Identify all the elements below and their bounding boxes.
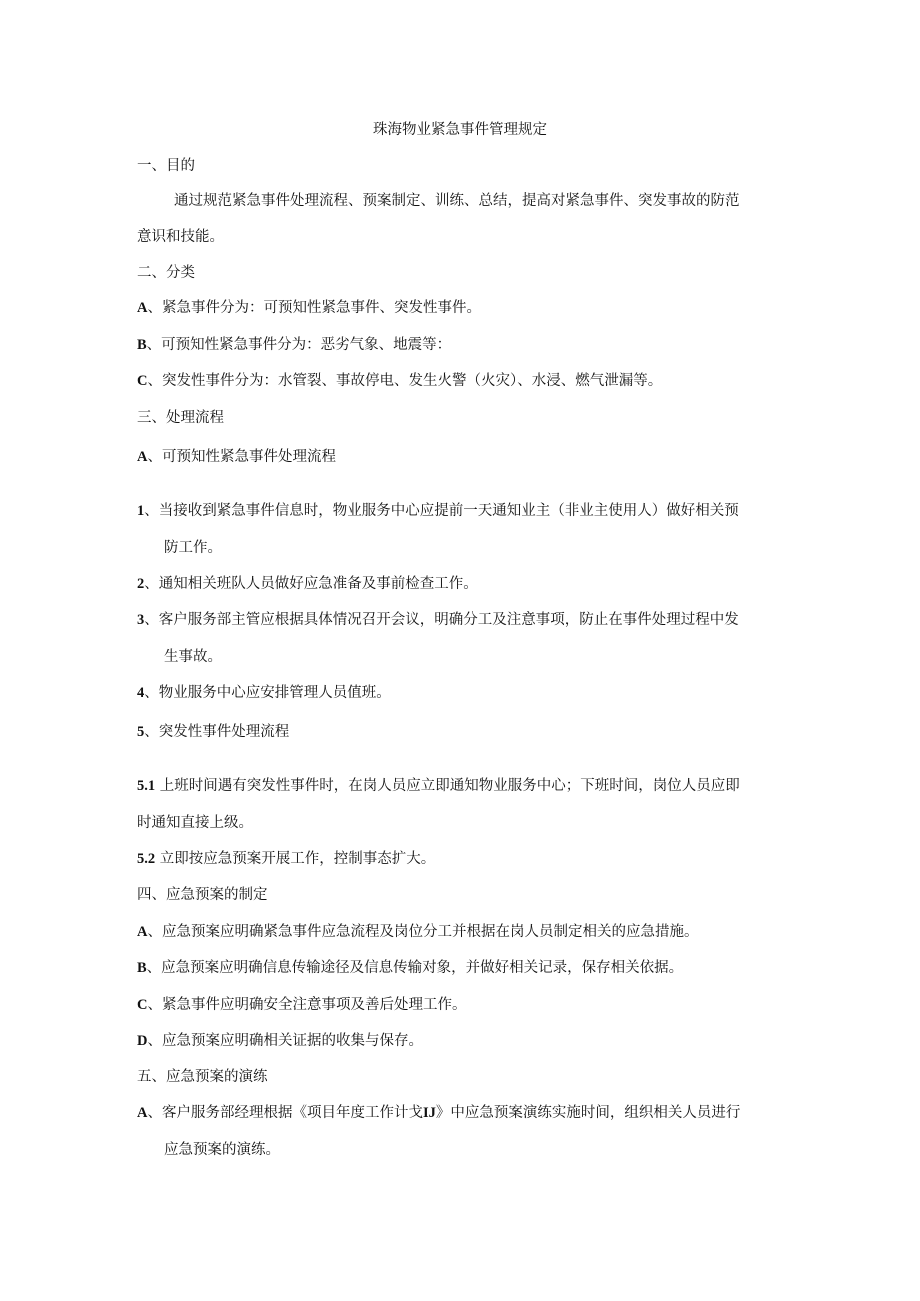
item-text-ij: IJ [422,1105,436,1121]
item-text: 、客户服务部主管应根据具体情况召开会议，明确分工及注意事项，防止在事件处理过程中发 [144,612,739,628]
item-marker: A [137,1105,148,1121]
classification-item-b [137,336,451,354]
item-text: 、当接收到紧急事件信息时，物业服务中心应提前一天通知业主（非业主使用人）做好相关预 [144,503,739,519]
item-text: 、物业服务中心应安排管理人员值班。 [144,685,391,701]
item-text: 、应急预案应明确相关证据的收集与保存。 [147,1033,423,1049]
document-title: 珠海物业紧急事件管理规定 [373,122,547,138]
section-heading-purpose: 一、目的 [137,158,195,174]
item-text: 、应急预案应明确紧急事件应急流程及岗位分工并根据在岗人员制定相关的应急措施。 [147,924,699,940]
item-text: 、突发性事件处理流程 [144,724,290,740]
item-text: 、通知相关班队人员做好应急准备及事前检查工作。 [144,576,478,592]
item-text: 、应急预案应明确信息传输途径及信息传输对象，并做好相关记录，保存相关依据。 [146,960,684,976]
process-step-4 [137,684,391,702]
plan-item-c [137,996,466,1014]
section-heading-plan-formulation: 四、应急预案的制定 [137,887,268,903]
item-marker: A [137,300,148,316]
purpose-paragraph-line-1: 通过规范紧急事件处理流程、预案制定、训练、总结，提高对紧急事件、突发事故的防范 [174,193,740,209]
process-item-a [137,448,336,466]
item-marker: 5 [137,724,145,740]
process-step-5-2 [137,850,435,868]
item-marker: C [137,373,148,389]
section-heading-process: 三、处理流程 [137,410,224,426]
item-text: 、可预知性紧急事件分为：恶劣气象、地震等： [146,337,452,353]
item-text-rest: 》中应急预案演练实施时间，组织相关人员进行 [435,1105,741,1121]
process-step-1-line-2: 防工作。 [164,540,222,556]
process-step-2 [137,575,478,593]
drill-item-a-line-1 [137,1104,740,1122]
purpose-paragraph-line-2: 意识和技能。 [137,229,224,245]
item-text: 、客户服务部经理根据《项目年度工作计戈 [147,1105,423,1121]
item-marker: C [137,997,148,1013]
plan-item-b [137,959,683,977]
item-text: 、可预知性紧急事件处理流程 [147,449,336,465]
classification-item-c [137,372,662,390]
item-marker: A [137,449,148,465]
item-marker: 5.1 [137,778,156,794]
item-marker: 1 [137,503,145,519]
section-heading-classification: 二、分类 [137,265,195,281]
item-marker: B [137,960,147,976]
item-text: 上班时间遇有突发性事件时，在岗人员应立即通知物业服务中心；下班时间，岗位人员应即 [155,778,740,794]
item-marker: B [137,337,147,353]
item-marker: 4 [137,685,145,701]
process-step-5-1-line-1 [137,777,740,795]
item-text: 、突发性事件分为：水管裂、事故停电、发生火警（火灾）、水浸、燃气泄漏等。 [147,373,663,389]
process-step-1-line-1 [137,502,739,520]
plan-item-d [137,1032,423,1050]
process-step-3-line-1 [137,611,739,629]
item-text: 、紧急事件应明确安全注意事项及善后处理工作。 [147,997,467,1013]
item-text: 立即按应急预案开展工作，控制事态扩大。 [155,851,436,867]
section-heading-plan-drill: 五、应急预案的演练 [137,1069,268,1085]
item-marker: A [137,924,148,940]
process-step-5 [137,723,289,741]
process-step-5-1-line-2: 时通知直接上级。 [137,815,253,831]
plan-item-a [137,923,698,941]
item-text: 、紧急事件分为：可预知性紧急事件、突发性事件。 [147,300,481,316]
process-step-3-line-2: 生事故。 [164,649,222,665]
classification-item-a [137,299,481,317]
drill-item-a-line-2: 应急预案的演练。 [164,1142,280,1158]
item-marker: 5.2 [137,851,156,867]
item-marker: 3 [137,612,145,628]
item-marker: D [137,1033,148,1049]
item-marker: 2 [137,576,145,592]
